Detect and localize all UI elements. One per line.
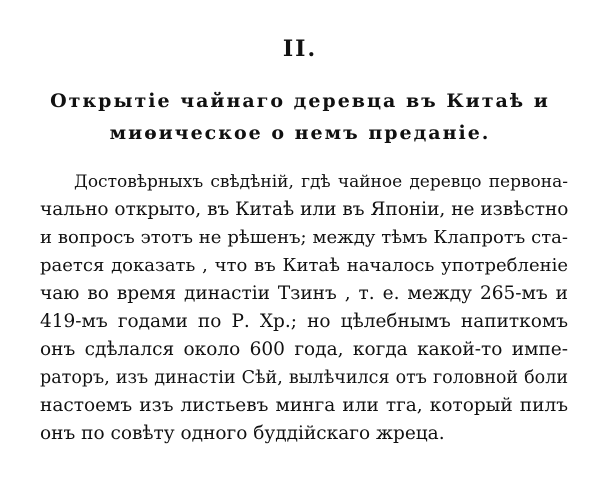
body-line: чаю во время династіи Тзинъ , т. е. между 265-мъ и bbox=[40, 283, 568, 304]
body-line: онъ сдѣлался около 600 года, когда какой-то импе- bbox=[40, 339, 568, 360]
body-line: онъ по совѣту одного буддійскаго жреца. bbox=[40, 423, 445, 444]
chapter-number: II. bbox=[282, 36, 318, 62]
chapter-title-line-2: миѳическое о немъ преданіе. bbox=[109, 122, 491, 144]
body-line: и вопросъ этотъ не рѣшенъ; между тѣмъ Клапротъ ста- bbox=[40, 227, 568, 248]
body-line: настоемъ изъ листьевъ мингa или тга, который пилъ bbox=[40, 395, 568, 416]
body-line: рается доказать , что въ Китаѣ началось употребленіе bbox=[40, 255, 568, 276]
body-line: раторъ, изъ династіи Сѣй, вылѣчился отъ головной боли bbox=[40, 368, 568, 388]
body-line: чально открыто, въ Китаѣ или въ Японіи, не извѣстно bbox=[40, 199, 569, 220]
body-line: 419-мъ годами по Р. Хр.; но цѣлебнымъ напиткомъ bbox=[40, 311, 568, 332]
chapter-title-line-1: Открытіе чайнаго деревца въ Китаѣ и bbox=[50, 90, 550, 112]
body-line: Достовѣрныхъ свѣдѣній, гдѣ чайное деревцо первона- bbox=[74, 172, 568, 192]
